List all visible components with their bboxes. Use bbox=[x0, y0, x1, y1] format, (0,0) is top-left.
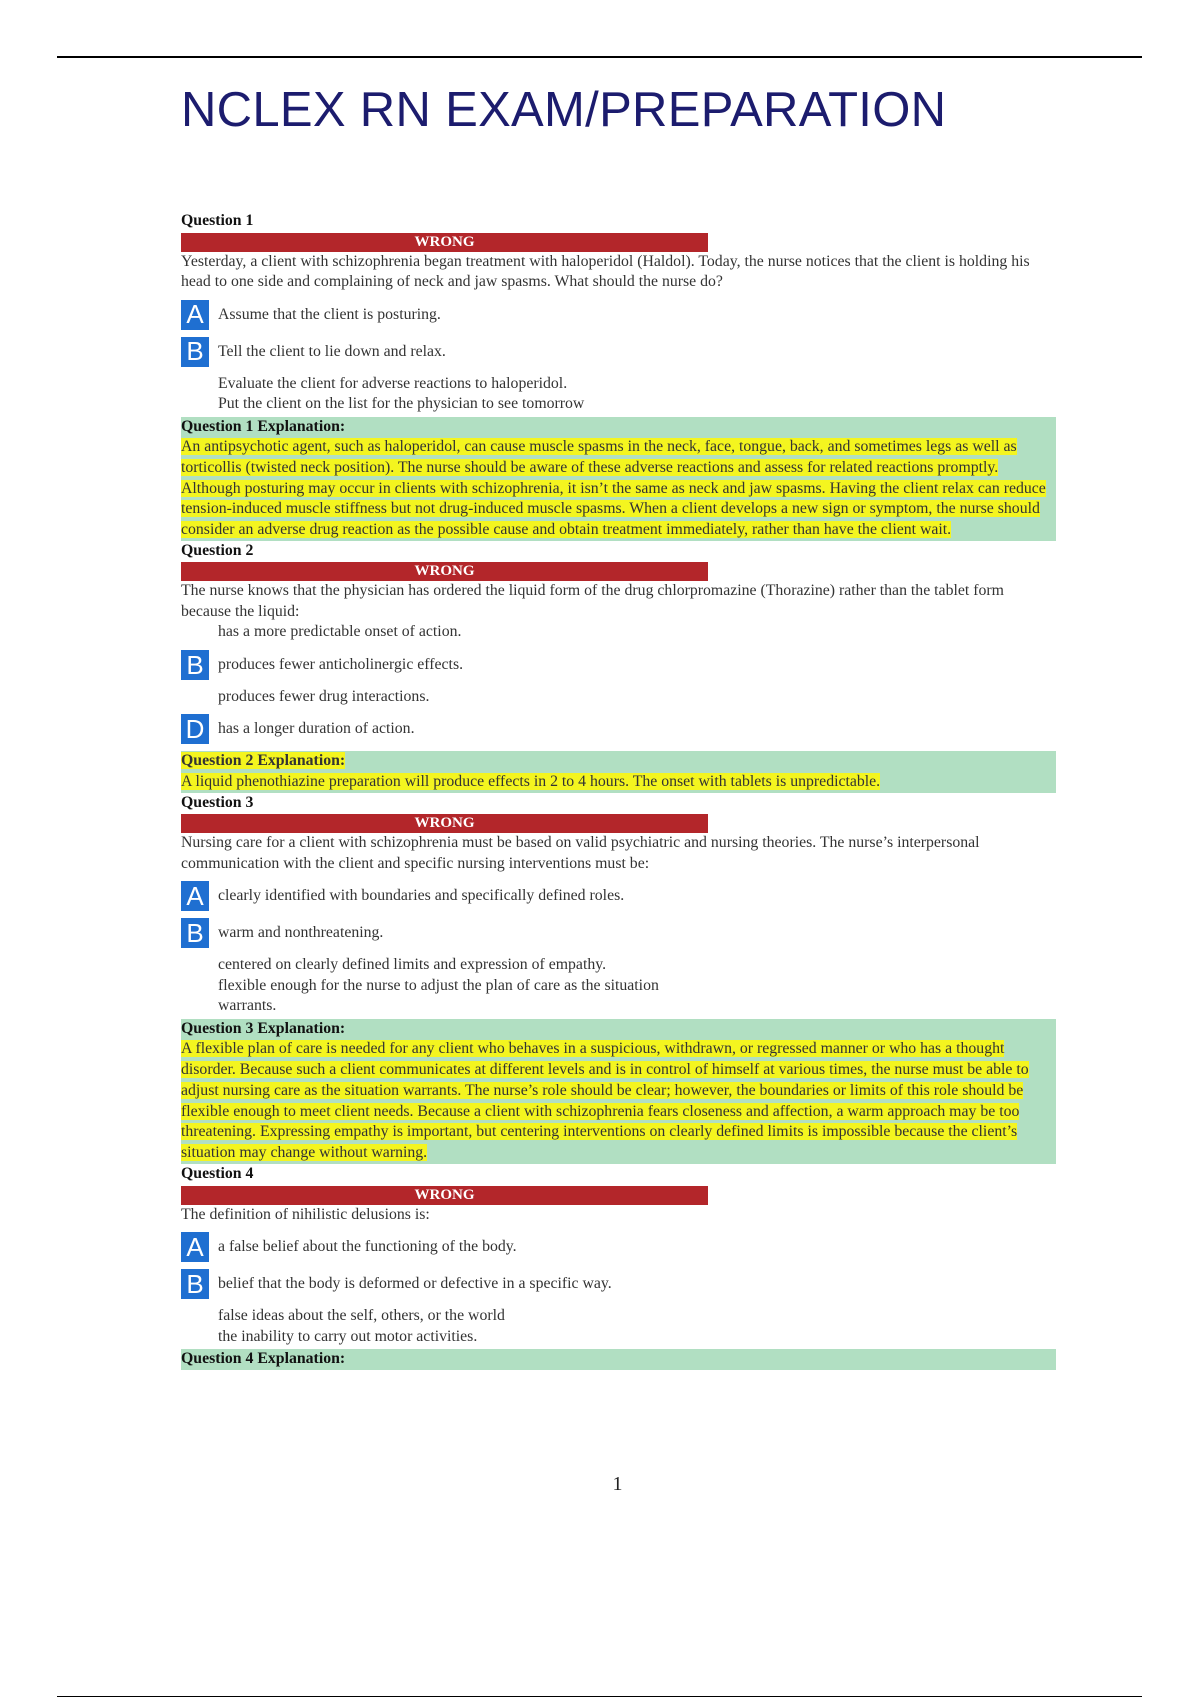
question-list bbox=[181, 211, 1056, 1370]
answer-option[interactable] bbox=[181, 1327, 1056, 1348]
selected-answer-marker: B bbox=[181, 337, 209, 367]
question-heading: Question 2 bbox=[181, 541, 254, 559]
selected-answer-marker: A bbox=[181, 881, 209, 911]
option-text: produces fewer drug interactions. bbox=[218, 687, 430, 705]
highlighted-explanation: A liquid phenothiazine preparation will produce effects in 2 to 4 hours. The onset with tablets is unpredictable. bbox=[181, 772, 881, 790]
answer-option[interactable] bbox=[181, 394, 1056, 415]
question-block bbox=[181, 211, 1056, 541]
answer-option[interactable] bbox=[181, 300, 1056, 330]
question-stem: Yesterday, a client with schizophrenia began treatment with haloperidol (Haldol). Today, the nurse notices that the client is holding his head to one side and complaining of neck and jaw spasms. What should the nurse do? bbox=[181, 252, 1030, 290]
status-bar-wrong: WRONG bbox=[181, 1186, 708, 1205]
explanation-heading-text: Question 3 Explanation: bbox=[181, 1019, 346, 1037]
explanation-box bbox=[181, 417, 1056, 541]
question-heading: Question 3 bbox=[181, 793, 254, 811]
question-block bbox=[181, 793, 1056, 1164]
answer-option[interactable] bbox=[181, 976, 1056, 1017]
explanation-heading bbox=[181, 1349, 1056, 1370]
highlighted-explanation: A flexible plan of care is needed for any client who behaves in a suspicious, withdrawn, or regressed manner or who has a thought disorder. Because such a client communicates at different levels and is in control of himself at various times, the nurse must be able to adjust nursing care as the situation warrants. The nurse’s role should be clear; however, the boundaries or limits of this role should be flexible enough to meet client needs. Because a client with schizophrenia fears closeness and affection, a warm approach may be too threatening. Expressing empathy is important, but centering interventions on clearly defined limits is impossible because the client’s situation may change without warning. bbox=[181, 1040, 1029, 1162]
answer-option[interactable] bbox=[181, 955, 1056, 976]
question-stem: The definition of nihilistic delusions is: bbox=[181, 1205, 430, 1223]
option-text: false ideas about the self, others, or the world bbox=[218, 1307, 505, 1325]
option-text: Tell the client to lie down and relax. bbox=[218, 342, 446, 360]
highlighted-explanation: An antipsychotic agent, such as haloperidol, can cause muscle spasms in the neck, face, tongue, back, and sometimes legs as well as torticollis (twisted neck position). The nurse should be aware of these adverse reactions and assess for related reactions promptly. Although posturing may occur in clients with schizophrenia, it isn’t the same as neck and jaw spasms. Having the client relax can reduce tension-induced muscle stiffness but not drug-induced muscle spasms. When a client develops a new sign or symptom, the nurse should consider an adverse drug reaction as the possible cause and obtain treatment immediately, rather than have the client wait. bbox=[181, 438, 1046, 539]
option-text: has a more predictable onset of action. bbox=[218, 623, 462, 641]
answer-option[interactable] bbox=[181, 622, 1056, 643]
question-heading: Question 4 bbox=[181, 1165, 254, 1183]
question-block bbox=[181, 541, 1056, 793]
status-bar-wrong: WRONG bbox=[181, 562, 708, 581]
explanation-box bbox=[181, 1019, 1056, 1164]
answer-option[interactable] bbox=[181, 374, 1056, 395]
option-text: clearly identified with boundaries and specifically defined roles. bbox=[218, 887, 625, 905]
option-text: produces fewer anticholinergic effects. bbox=[218, 655, 464, 673]
bottom-rule bbox=[57, 1696, 1142, 1697]
option-text: a false belief about the functioning of the body. bbox=[218, 1238, 517, 1256]
status-bar-wrong: WRONG bbox=[181, 814, 708, 833]
option-text: the inability to carry out motor activities. bbox=[218, 1327, 478, 1345]
page-number: 1 bbox=[612, 1473, 623, 1495]
selected-answer-marker: D bbox=[181, 714, 209, 744]
answer-option[interactable] bbox=[181, 918, 1056, 948]
option-text: Put the client on the list for the physician to see tomorrow bbox=[218, 395, 585, 412]
status-bar-wrong: WRONG bbox=[181, 233, 708, 252]
explanation-heading bbox=[181, 751, 1056, 772]
explanation-heading bbox=[181, 417, 1056, 438]
explanation-text bbox=[181, 437, 1056, 541]
question-stem: The nurse knows that the physician has ordered the liquid form of the drug chlorpromazine (Thorazine) rather than the tablet form because the liquid: bbox=[181, 582, 1004, 620]
option-text: has a longer duration of action. bbox=[218, 720, 415, 738]
option-text: Assume that the client is posturing. bbox=[218, 305, 441, 323]
explanation-heading-text: Question 4 Explanation: bbox=[181, 1350, 346, 1368]
option-text: flexible enough for the nurse to adjust the plan of care as the situation warrants. bbox=[218, 976, 659, 1015]
answer-option[interactable] bbox=[181, 881, 1056, 911]
selected-answer-marker: A bbox=[181, 300, 209, 330]
selected-answer-marker: A bbox=[181, 1232, 209, 1262]
explanation-text bbox=[181, 772, 1056, 793]
explanation-heading-text: Question 2 Explanation: bbox=[181, 752, 346, 770]
option-text: belief that the body is deformed or defective in a specific way. bbox=[218, 1275, 612, 1293]
answer-option[interactable] bbox=[181, 1269, 1056, 1299]
option-text: centered on clearly defined limits and expression of empathy. bbox=[218, 956, 607, 974]
explanation-box bbox=[181, 751, 1056, 792]
explanation-heading-text: Question 1 Explanation: bbox=[181, 417, 346, 435]
option-text: Evaluate the client for adverse reactions to haloperidol. bbox=[218, 374, 568, 392]
answer-option[interactable] bbox=[181, 1232, 1056, 1262]
answer-option[interactable] bbox=[181, 650, 1056, 680]
top-rule bbox=[57, 56, 1142, 58]
explanation-heading bbox=[181, 1019, 1056, 1040]
explanation-text bbox=[181, 1039, 1056, 1164]
answer-option[interactable] bbox=[181, 1306, 1056, 1327]
answer-option[interactable] bbox=[181, 687, 1056, 708]
option-text: warm and nonthreatening. bbox=[218, 924, 384, 942]
question-block bbox=[181, 1164, 1056, 1370]
question-stem: Nursing care for a client with schizophrenia must be based on valid psychiatric and nursing theories. The nurse’s interpersonal communication with the client and specific nursing interventions must be: bbox=[181, 834, 980, 872]
selected-answer-marker: B bbox=[181, 918, 209, 948]
selected-answer-marker: B bbox=[181, 650, 209, 680]
question-heading: Question 1 bbox=[181, 212, 254, 229]
answer-option[interactable] bbox=[181, 337, 1056, 367]
page-title: NCLEX RN EXAM/PREPARATION bbox=[181, 83, 947, 137]
explanation-box bbox=[181, 1349, 1056, 1370]
selected-answer-marker: B bbox=[181, 1269, 209, 1299]
answer-option[interactable] bbox=[181, 714, 1056, 744]
